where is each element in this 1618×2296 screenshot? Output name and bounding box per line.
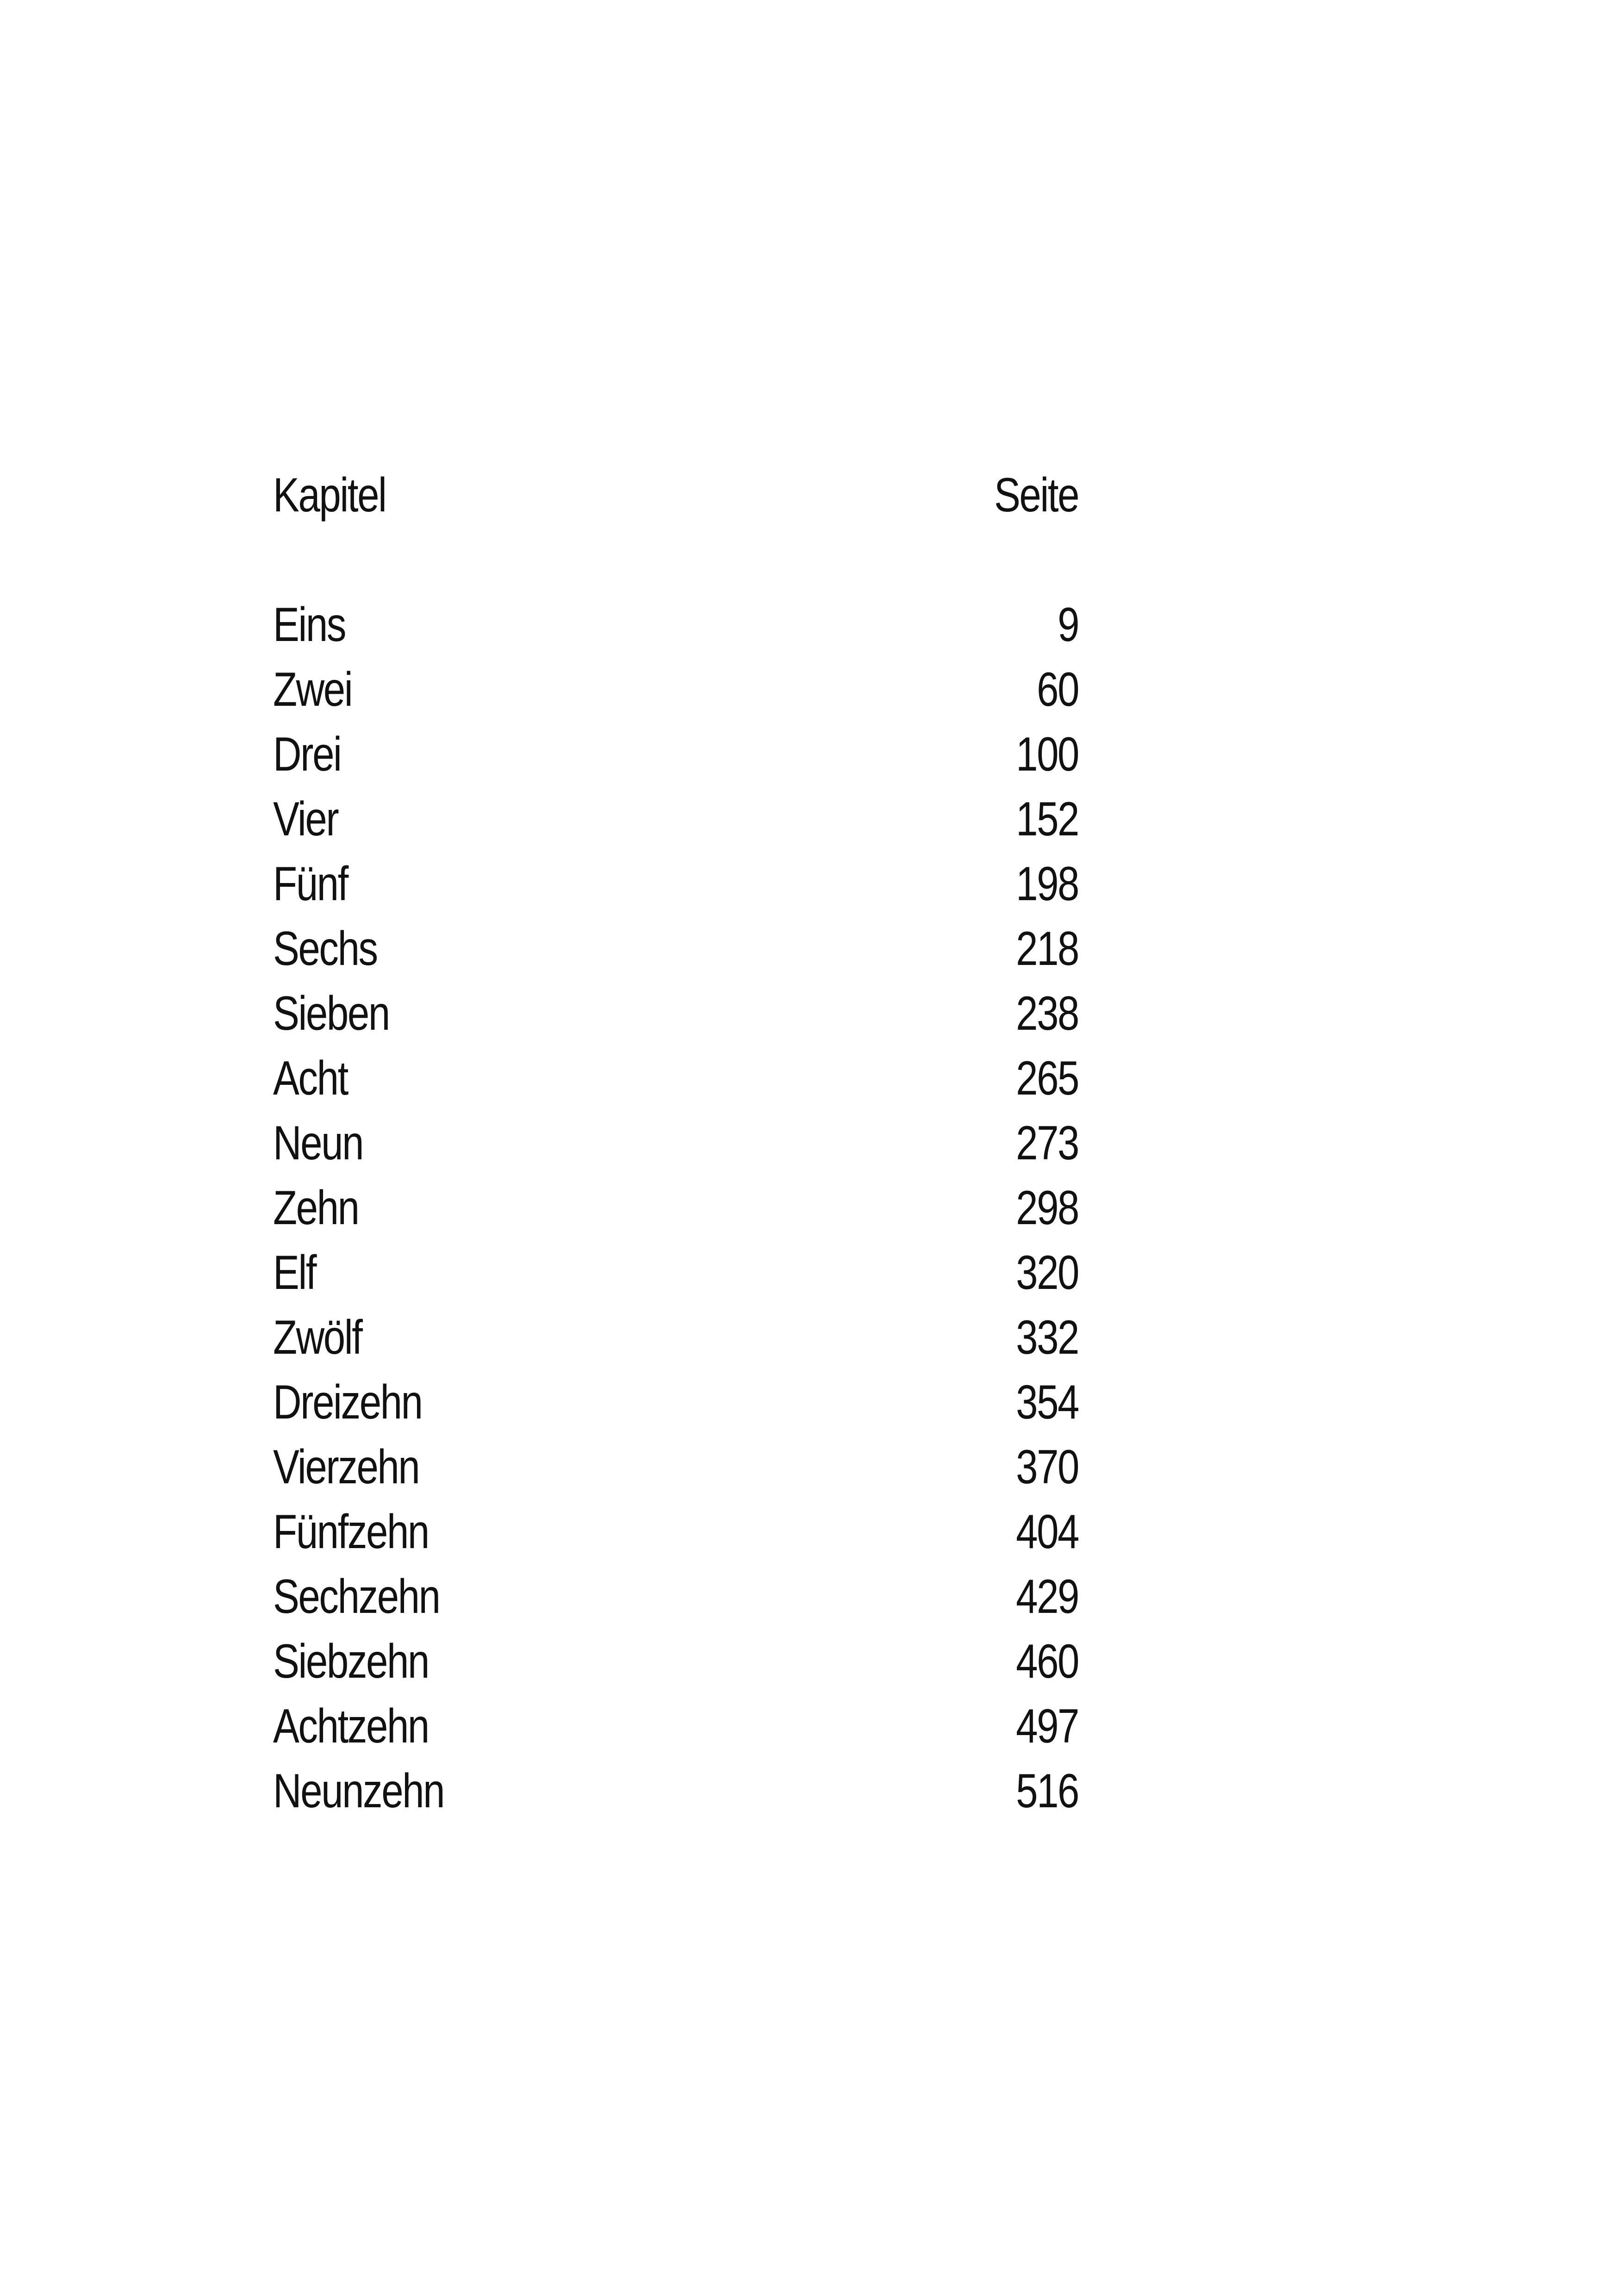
page-number: 60 [1037, 663, 1079, 716]
chapter-title: Sechs [273, 922, 377, 976]
toc-entry [273, 1370, 1078, 1435]
table-of-contents [273, 463, 1078, 1823]
page-number: 198 [1016, 857, 1079, 911]
chapter-title: Vier [273, 792, 338, 846]
toc-entry [273, 916, 1078, 981]
toc-entry [273, 592, 1078, 657]
page-number: 404 [1016, 1505, 1079, 1559]
chapter-title: Zwei [273, 663, 352, 716]
toc-entry [273, 981, 1078, 1046]
toc-entry [273, 1046, 1078, 1111]
toc-entry [273, 1629, 1078, 1694]
chapter-title: Neunzehn [273, 1764, 444, 1818]
page-number: 320 [1016, 1246, 1079, 1300]
page-number: 516 [1016, 1764, 1079, 1818]
chapter-title: Drei [273, 728, 341, 781]
page-number: 429 [1016, 1570, 1079, 1624]
page-number: 238 [1016, 987, 1079, 1040]
chapter-title: Zehn [273, 1181, 359, 1235]
chapter-title: Zwölf [273, 1311, 362, 1364]
chapter-title: Acht [273, 1052, 348, 1105]
page-number: 9 [1058, 598, 1079, 652]
chapter-title: Elf [273, 1246, 316, 1300]
toc-entry [273, 1176, 1078, 1240]
chapter-title: Siebzehn [273, 1635, 429, 1688]
page-number: 354 [1016, 1375, 1079, 1429]
chapter-title: Sieben [273, 987, 389, 1040]
toc-entry [273, 852, 1078, 916]
page-number: 273 [1016, 1116, 1079, 1170]
toc-entry [273, 1240, 1078, 1305]
toc-entry [273, 1111, 1078, 1176]
chapter-title: Achtzehn [273, 1699, 429, 1753]
page-number: 370 [1016, 1440, 1079, 1494]
page-number: 100 [1016, 728, 1079, 781]
toc-entry [273, 1759, 1078, 1823]
toc-header [273, 463, 1078, 528]
page-number: 460 [1016, 1635, 1079, 1688]
page-number: 497 [1016, 1699, 1079, 1753]
chapter-title: Neun [273, 1116, 363, 1170]
page-column-heading: Seite [994, 468, 1079, 522]
chapter-title: Sechzehn [273, 1570, 440, 1624]
page-number: 298 [1016, 1181, 1079, 1235]
chapter-column-heading: Kapitel [273, 468, 386, 522]
chapter-title: Fünfzehn [273, 1505, 429, 1559]
toc-entry [273, 1694, 1078, 1759]
chapter-title: Eins [273, 598, 346, 652]
page-number: 152 [1016, 792, 1079, 846]
chapter-title: Dreizehn [273, 1375, 422, 1429]
page-number: 218 [1016, 922, 1079, 976]
toc-entry [273, 722, 1078, 787]
toc-entry [273, 1305, 1078, 1370]
page-number: 265 [1016, 1052, 1079, 1105]
toc-entry [273, 1564, 1078, 1629]
chapter-title: Vierzehn [273, 1440, 419, 1494]
toc-entry [273, 657, 1078, 722]
page-number: 332 [1016, 1311, 1079, 1364]
toc-entry [273, 1435, 1078, 1500]
toc-entry [273, 787, 1078, 852]
chapter-title: Fünf [273, 857, 348, 911]
toc-entry [273, 1500, 1078, 1564]
